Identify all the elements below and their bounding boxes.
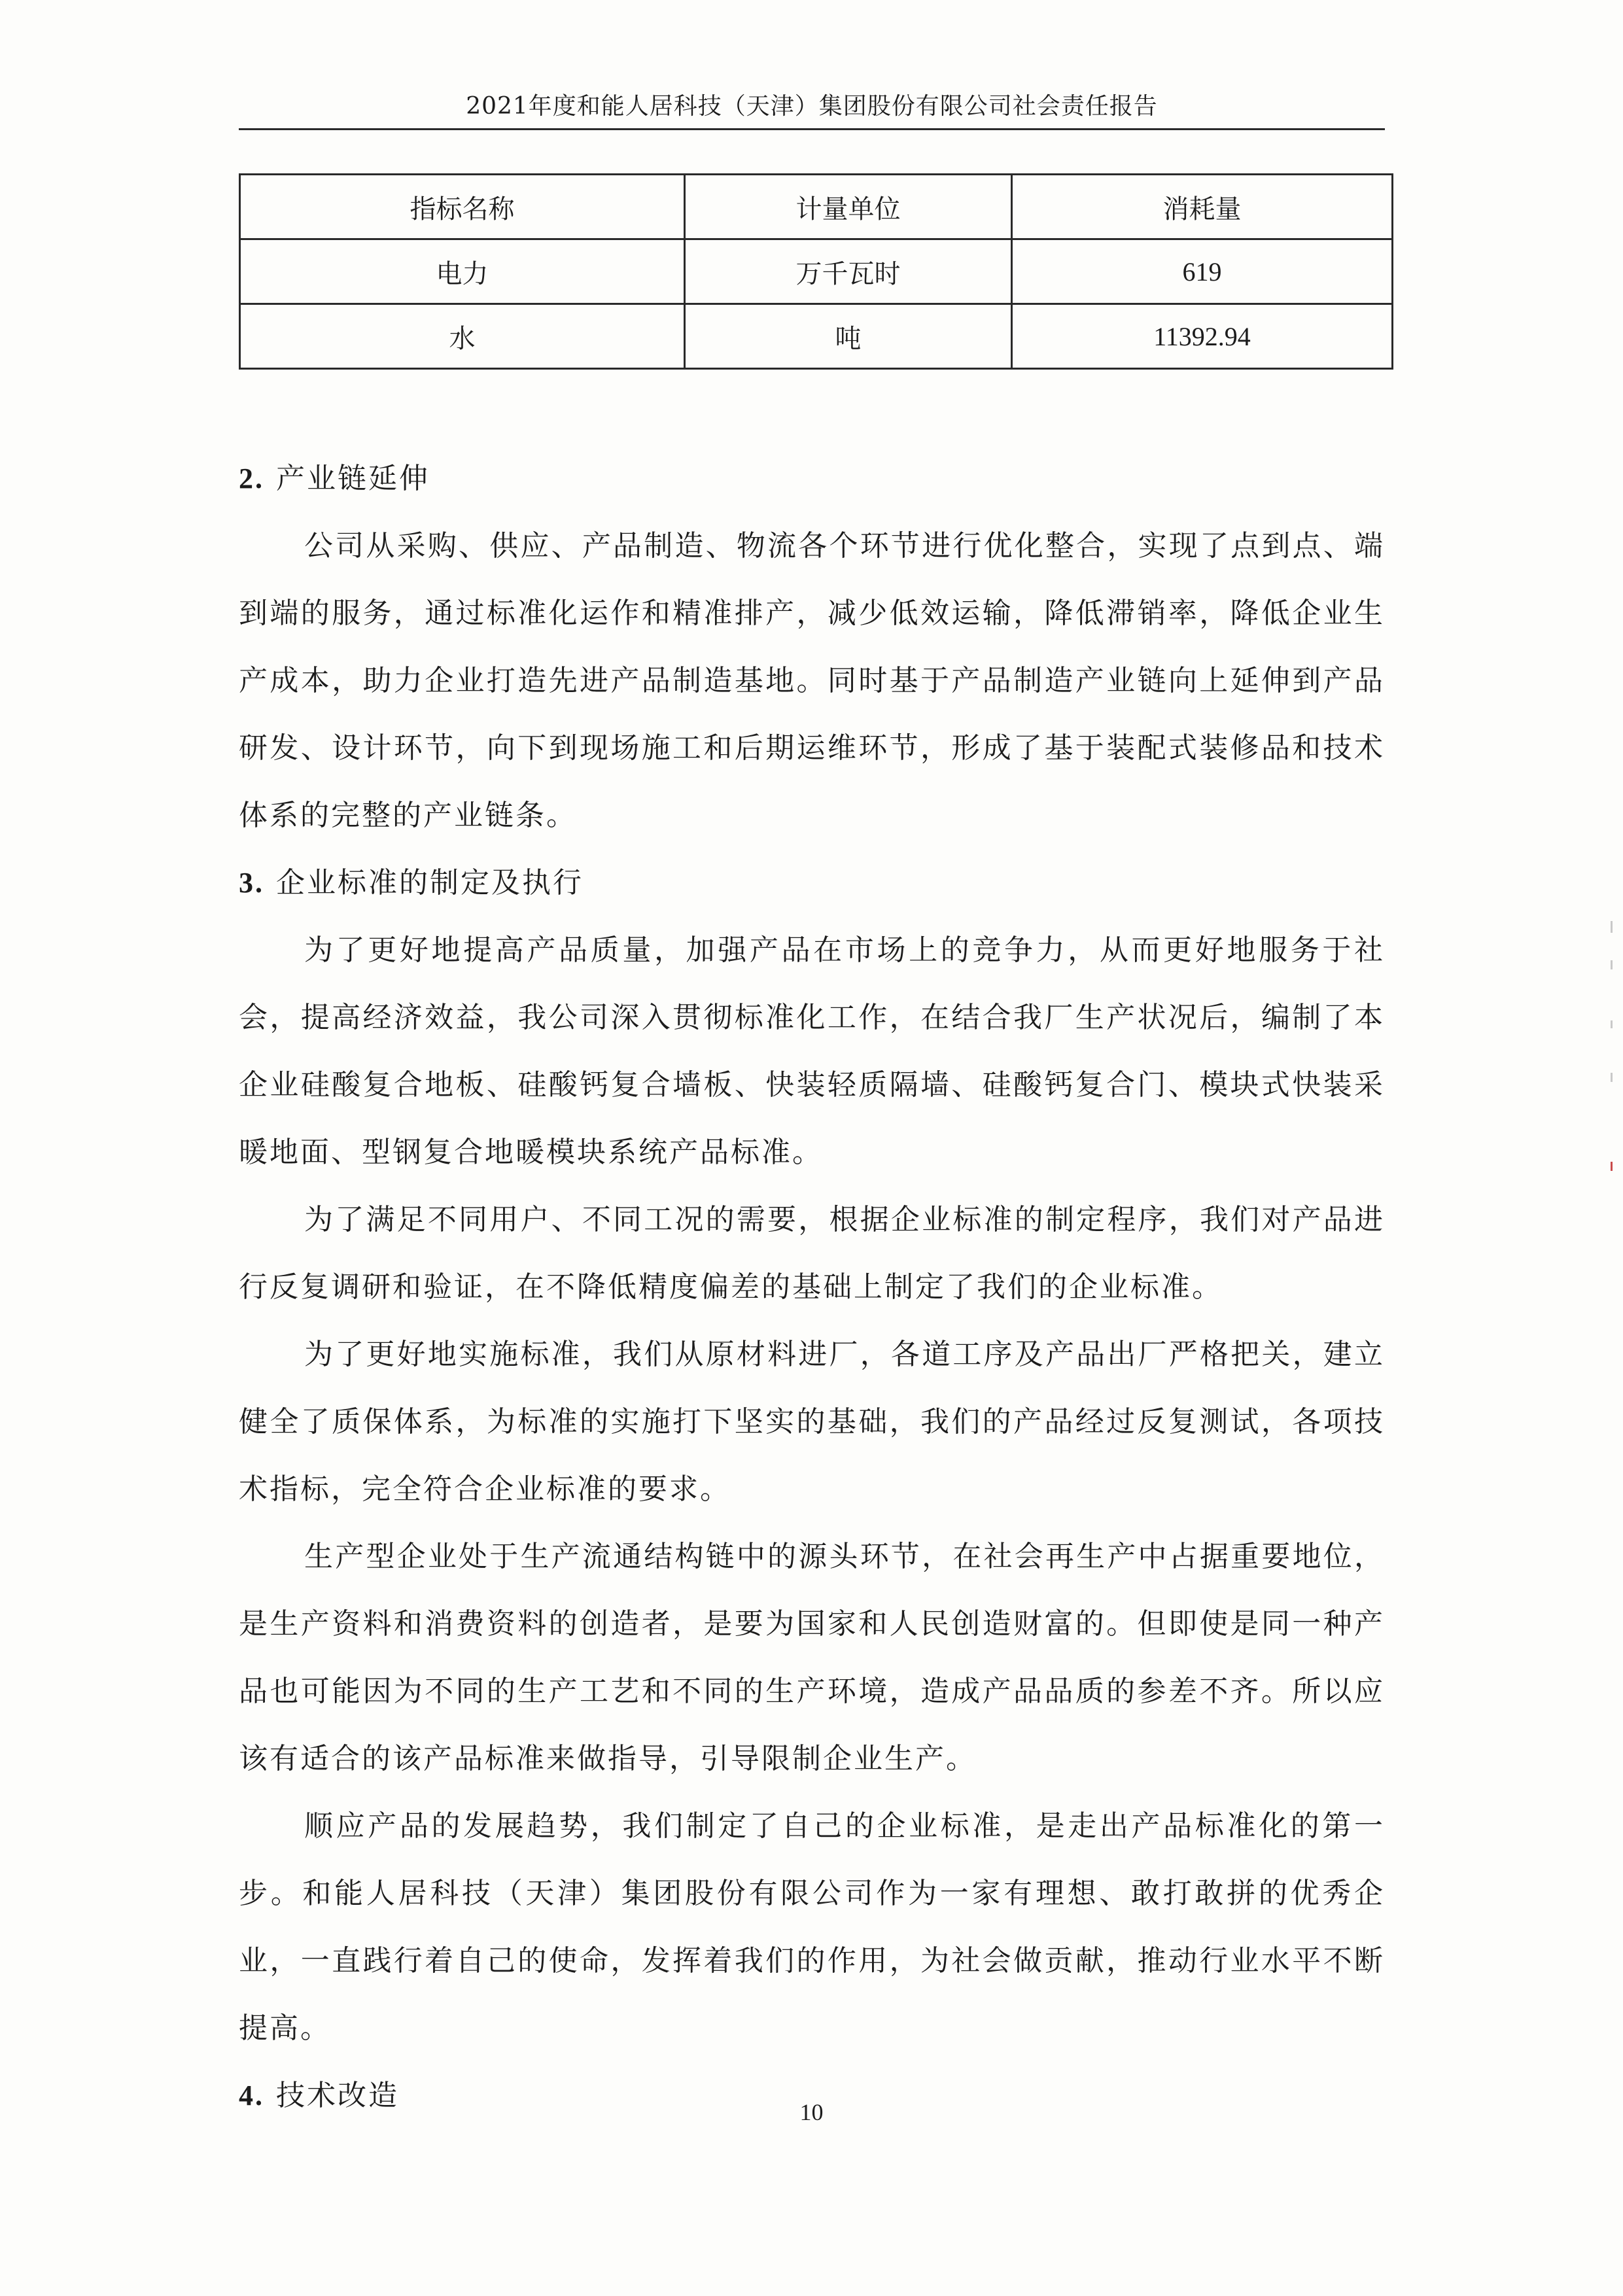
column-header-consumption: 消耗量 bbox=[1012, 175, 1393, 239]
section-title: 产业链延伸 bbox=[276, 462, 430, 495]
table-row bbox=[240, 304, 1393, 369]
header-divider bbox=[239, 128, 1385, 130]
section-heading bbox=[239, 445, 1385, 512]
scan-edge-mark bbox=[1611, 1020, 1613, 1028]
body-paragraph: 为了满足不同用户、不同工况的需要，根据企业标准的制定程序，我们对产品进行反复调研和验证，在不降低精度偏差的基础上制定了我们的企业标准。 bbox=[239, 1203, 1385, 1304]
section-number: 3. bbox=[239, 867, 264, 899]
report-header-title: 2021年度和能人居科技（天津）集团股份有限公司社会责任报告 bbox=[466, 93, 1158, 120]
scan-edge-mark bbox=[1611, 1073, 1613, 1082]
column-header-unit: 计量单位 bbox=[685, 175, 1012, 239]
body-paragraph: 为了更好地提高产品质量，加强产品在市场上的竞争力，从而更好地服务于社会，提高经济效益，我公司深入贯彻标准化工作，在结合我厂生产状况后，编制了本企业硅酸复合地板、硅酸钙复合墙板、快装轻质隔墙、硅酸钙复合门、模块式快装采暖地面、型钢复合地暖模块系统产品标准。 bbox=[239, 933, 1385, 1169]
body-paragraph: 顺应产品的发展趋势，我们制定了自己的企业标准，是走出产品标准化的第一步。和能人居科技（天津）集团股份有限公司作为一家有理想、敢打敢拼的优秀企业，一直践行着自己的使命，发挥着我们的作用，为社会做贡献，推动行业水平不断提高。 bbox=[239, 1809, 1385, 2045]
body-paragraph: 生产型企业处于生产流通结构链中的源头环节，在社会再生产中占据重要地位，是生产资料和消费资料的创造者，是要为国家和人民创造财富的。但即使是同一种产品也可能因为不同的生产工艺和不同的生产环境，造成产品品质的参差不齐。所以应该有适合的该产品标准来做指导，引导限制企业生产。 bbox=[239, 1540, 1385, 1775]
consumption-value-cell: 619 bbox=[1012, 239, 1393, 304]
scan-edge-mark bbox=[1611, 921, 1613, 933]
table-row bbox=[240, 239, 1393, 304]
section-number: 2. bbox=[239, 462, 264, 495]
body-paragraph: 为了更好地实施标准，我们从原材料进厂，各道工序及产品出厂严格把关，建立健全了质保体系，为标准的实施打下坚实的基础，我们的产品经过反复测试，各项技术指标，完全符合企业标准的要求。 bbox=[239, 1338, 1385, 1506]
body-content bbox=[239, 445, 1385, 2129]
unit-cell: 万千瓦时 bbox=[685, 239, 1012, 304]
page-number: 10 bbox=[799, 2099, 824, 2125]
indicator-name-cell: 电力 bbox=[240, 239, 685, 304]
unit-cell: 吨 bbox=[685, 304, 1012, 369]
scan-edge-mark bbox=[1611, 1162, 1613, 1171]
consumption-table bbox=[239, 173, 1393, 370]
scan-edge-mark bbox=[1611, 960, 1613, 969]
section-title: 技术改造 bbox=[276, 2079, 399, 2112]
section-title: 企业标准的制定及执行 bbox=[276, 866, 584, 899]
column-header-indicator: 指标名称 bbox=[240, 175, 685, 239]
section-number: 4. bbox=[239, 2079, 264, 2112]
consumption-value-cell: 11392.94 bbox=[1012, 304, 1393, 369]
indicator-name-cell: 水 bbox=[240, 304, 685, 369]
body-paragraph: 公司从采购、供应、产品制造、物流各个环节进行优化整合，实现了点到点、端到端的服务，通过标准化运作和精准排产，减少低效运输，降低滞销率，降低企业生产成本，助力企业打造先进产品制造基地。同时基于产品制造产业链向上延伸到产品研发、设计环节，向下到现场施工和后期运维环节，形成了基于装配式装修品和技术体系的完整的产业链条。 bbox=[239, 529, 1385, 832]
section-heading bbox=[239, 849, 1385, 916]
table-header-row bbox=[240, 175, 1393, 239]
